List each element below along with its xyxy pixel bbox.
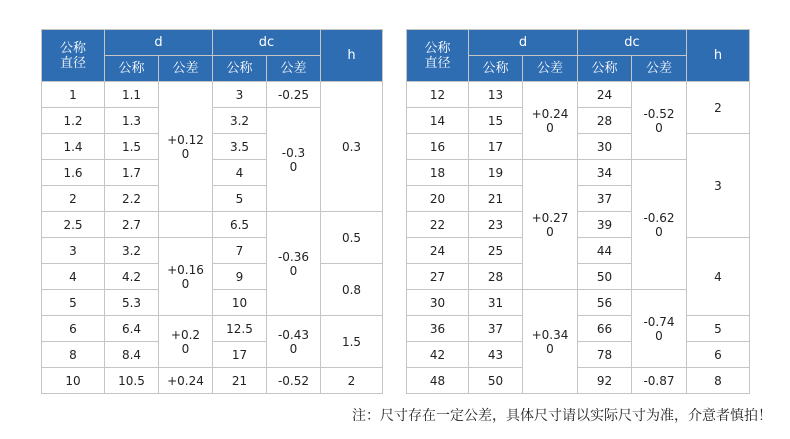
dc-tolerance-cell: -0.62 0 xyxy=(632,160,687,290)
nominal-cell: 3 xyxy=(42,238,105,264)
table-row xyxy=(407,368,750,394)
d-cell: 3.2 xyxy=(105,238,159,264)
header-nominal: 公称 直径 xyxy=(407,30,469,82)
h-cell: 6 xyxy=(687,342,750,368)
dc-cell: 34 xyxy=(578,160,632,186)
d-cell: 2.7 xyxy=(105,212,159,238)
dc-tolerance-cell: -0.43 0 xyxy=(267,316,321,368)
table-row xyxy=(42,82,383,108)
nominal-cell: 10 xyxy=(42,368,105,394)
header-dc-nominal: 公称 xyxy=(578,56,632,82)
dc-cell: 10 xyxy=(213,290,267,316)
nominal-cell: 48 xyxy=(407,368,469,394)
d-cell: 1.5 xyxy=(105,134,159,160)
d-cell: 28 xyxy=(469,264,523,290)
nominal-cell: 27 xyxy=(407,264,469,290)
dc-cell: 50 xyxy=(578,264,632,290)
dc-tolerance-cell: -0.87 xyxy=(632,368,687,394)
d-tolerance-cell: +0.34 0 xyxy=(523,290,578,394)
dc-tolerance-cell: -0.25 xyxy=(267,82,321,108)
nominal-cell: 16 xyxy=(407,134,469,160)
h-cell: 2 xyxy=(321,368,383,394)
nominal-cell: 22 xyxy=(407,212,469,238)
nominal-cell: 36 xyxy=(407,316,469,342)
d-tolerance-cell: +0.27 0 xyxy=(523,160,578,290)
d-cell: 17 xyxy=(469,134,523,160)
d-tolerance-cell: +0.24 0 xyxy=(523,82,578,160)
header-dc-tolerance: 公差 xyxy=(267,56,321,82)
d-cell: 13 xyxy=(469,82,523,108)
dc-cell: 21 xyxy=(213,368,267,394)
nominal-cell: 6 xyxy=(42,316,105,342)
dc-cell: 7 xyxy=(213,238,267,264)
d-cell: 8.4 xyxy=(105,342,159,368)
table-row xyxy=(407,82,750,108)
dc-tolerance-cell: -0.52 0 xyxy=(632,82,687,160)
nominal-cell: 12 xyxy=(407,82,469,108)
d-cell: 6.4 xyxy=(105,316,159,342)
nominal-cell: 20 xyxy=(407,186,469,212)
h-cell: 0.3 xyxy=(321,82,383,212)
d-cell: 19 xyxy=(469,160,523,186)
d-cell: 23 xyxy=(469,212,523,238)
d-cell: 43 xyxy=(469,342,523,368)
header-dc: dc xyxy=(578,30,687,56)
d-cell: 15 xyxy=(469,108,523,134)
header-d-tolerance: 公差 xyxy=(523,56,578,82)
disclaimer-note: 注：尺寸存在一定公差，具体尺寸请以实际尺寸为准，介意者慎拍！ xyxy=(352,408,772,424)
h-cell: 5 xyxy=(687,316,750,342)
nominal-cell: 18 xyxy=(407,160,469,186)
dc-cell: 6.5 xyxy=(213,212,267,238)
nominal-cell: 2 xyxy=(42,186,105,212)
header-d-tolerance: 公差 xyxy=(159,56,213,82)
header-d-nominal: 公称 xyxy=(105,56,159,82)
table-row xyxy=(42,212,383,238)
nominal-cell: 24 xyxy=(407,238,469,264)
dc-tolerance-cell: -0.36 0 xyxy=(267,212,321,316)
d-cell: 10.5 xyxy=(105,368,159,394)
nominal-cell: 1.6 xyxy=(42,160,105,186)
d-cell: 5.3 xyxy=(105,290,159,316)
dc-cell: 30 xyxy=(578,134,632,160)
table-row xyxy=(407,316,750,342)
dc-cell: 9 xyxy=(213,264,267,290)
d-tolerance-cell: +0.2 0 xyxy=(159,316,213,368)
dc-tolerance-cell: -0.74 0 xyxy=(632,290,687,368)
dc-cell: 3.2 xyxy=(213,108,267,134)
d-cell: 2.2 xyxy=(105,186,159,212)
dc-cell: 3.5 xyxy=(213,134,267,160)
nominal-cell: 8 xyxy=(42,342,105,368)
nominal-cell: 42 xyxy=(407,342,469,368)
h-cell: 2 xyxy=(687,82,750,134)
dc-cell: 12.5 xyxy=(213,316,267,342)
d-cell: 4.2 xyxy=(105,264,159,290)
d-cell: 37 xyxy=(469,316,523,342)
dc-cell: 39 xyxy=(578,212,632,238)
table-row xyxy=(407,342,750,368)
table-row xyxy=(42,264,383,290)
h-cell: 8 xyxy=(687,368,750,394)
d-tolerance-cell: +0.12 0 xyxy=(159,82,213,212)
header-dc-tolerance: 公差 xyxy=(632,56,687,82)
d-cell: 25 xyxy=(469,238,523,264)
table-row xyxy=(42,368,383,394)
h-cell: 4 xyxy=(687,238,750,316)
d-cell: 50 xyxy=(469,368,523,394)
dc-cell: 56 xyxy=(578,290,632,316)
dc-cell: 92 xyxy=(578,368,632,394)
table-row xyxy=(407,134,750,160)
nominal-cell: 1.2 xyxy=(42,108,105,134)
d-tolerance-cell: +0.24 xyxy=(159,368,213,394)
table-row xyxy=(407,238,750,264)
left-spec-table xyxy=(41,29,383,394)
dc-cell: 66 xyxy=(578,316,632,342)
d-cell: 1.1 xyxy=(105,82,159,108)
dc-tolerance-cell: -0.52 xyxy=(267,368,321,394)
header-h: h xyxy=(687,30,750,82)
nominal-cell: 5 xyxy=(42,290,105,316)
dc-cell: 37 xyxy=(578,186,632,212)
header-dc: dc xyxy=(213,30,321,56)
d-tolerance-empty-cell xyxy=(159,212,213,238)
dc-cell: 3 xyxy=(213,82,267,108)
dc-cell: 24 xyxy=(578,82,632,108)
h-cell: 0.5 xyxy=(321,212,383,264)
d-cell: 31 xyxy=(469,290,523,316)
h-cell: 1.5 xyxy=(321,316,383,368)
header-d-nominal: 公称 xyxy=(469,56,523,82)
dc-cell: 78 xyxy=(578,342,632,368)
dc-cell: 44 xyxy=(578,238,632,264)
dc-cell: 28 xyxy=(578,108,632,134)
nominal-cell: 2.5 xyxy=(42,212,105,238)
header-dc-nominal: 公称 xyxy=(213,56,267,82)
h-cell: 3 xyxy=(687,134,750,238)
nominal-cell: 4 xyxy=(42,264,105,290)
h-cell: 0.8 xyxy=(321,264,383,316)
d-tolerance-cell: +0.16 0 xyxy=(159,238,213,316)
d-cell: 21 xyxy=(469,186,523,212)
nominal-cell: 1 xyxy=(42,82,105,108)
dc-cell: 4 xyxy=(213,160,267,186)
d-cell: 1.7 xyxy=(105,160,159,186)
dc-cell: 5 xyxy=(213,186,267,212)
header-d: d xyxy=(105,30,213,56)
table-row xyxy=(42,316,383,342)
d-cell: 1.3 xyxy=(105,108,159,134)
nominal-cell: 14 xyxy=(407,108,469,134)
dc-cell: 17 xyxy=(213,342,267,368)
header-h: h xyxy=(321,30,383,82)
header-d: d xyxy=(469,30,578,56)
nominal-cell: 30 xyxy=(407,290,469,316)
header-nominal: 公称 直径 xyxy=(42,30,105,82)
dc-tolerance-cell: -0.3 0 xyxy=(267,108,321,212)
right-spec-table xyxy=(406,29,750,394)
nominal-cell: 1.4 xyxy=(42,134,105,160)
